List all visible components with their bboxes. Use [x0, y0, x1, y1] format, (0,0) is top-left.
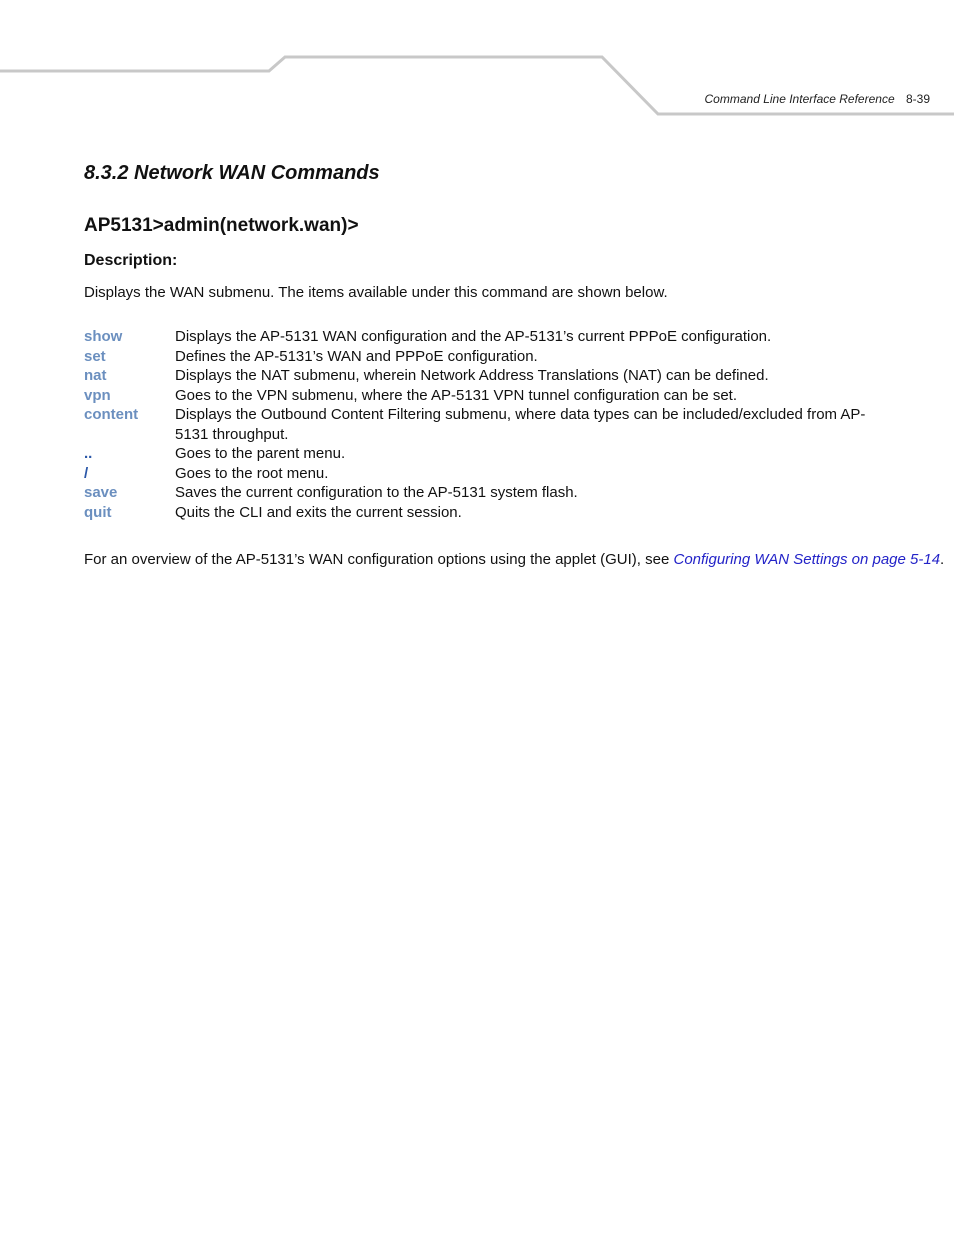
command-name: set: [84, 347, 106, 365]
description-heading: Description:: [84, 252, 178, 269]
command-description: Defines the AP-5131’s WAN and PPPoE configuration.: [175, 347, 538, 365]
command-name: ..: [84, 445, 93, 462]
table-row: [84, 327, 874, 347]
section-title: 8.3.2 Network WAN Commands: [84, 162, 380, 184]
overview-paragraph: [84, 551, 944, 568]
configuring-wan-settings-link[interactable]: Configuring WAN Settings on page 5-14: [673, 551, 941, 568]
description-text: Displays the WAN submenu. The items available under this command are shown below.: [84, 284, 668, 301]
table-row: [84, 366, 874, 386]
command-name: show: [84, 328, 123, 345]
command-name: /: [84, 464, 89, 482]
command-description: Goes to the root menu.: [175, 464, 329, 482]
table-row: [84, 405, 874, 444]
running-header: [705, 92, 930, 106]
table-row: [84, 464, 874, 484]
overview-prefix: For an overview of the AP-5131’s WAN configuration options using the applet (GUI), see: [84, 551, 674, 568]
running-header-title: Command Line Interface Reference: [704, 92, 895, 106]
page-number: 8-39: [905, 92, 930, 106]
command-name: save: [84, 484, 118, 501]
command-table: [84, 327, 874, 522]
command-description: Displays the AP-5131 WAN configuration and the AP-5131’s current PPPoE configuration.: [175, 328, 772, 345]
command-prompt-title: AP5131>admin(network.wan)>: [84, 215, 359, 236]
command-name: vpn: [84, 386, 111, 404]
table-row: [84, 444, 874, 464]
command-description: Displays the NAT submenu, wherein Network Address Translations (NAT) can be defined.: [175, 367, 769, 384]
overview-suffix: .: [940, 551, 945, 568]
table-row: [84, 386, 874, 406]
command-description: Goes to the parent menu.: [175, 445, 346, 462]
command-name: content: [84, 406, 139, 423]
command-name: quit: [84, 503, 112, 521]
table-row: [84, 347, 874, 367]
table-row: [84, 503, 874, 523]
command-name: nat: [84, 367, 107, 384]
command-description: Displays the Outbound Content Filtering submenu, where data types can be included/excluded from AP-5131 throughput.: [175, 406, 866, 443]
table-row: [84, 483, 874, 503]
command-description: Saves the current configuration to the AP-5131 system flash.: [175, 484, 578, 501]
command-description: Quits the CLI and exits the current session.: [175, 503, 462, 521]
command-description: Goes to the VPN submenu, where the AP-5131 VPN tunnel configuration can be set.: [175, 386, 738, 404]
